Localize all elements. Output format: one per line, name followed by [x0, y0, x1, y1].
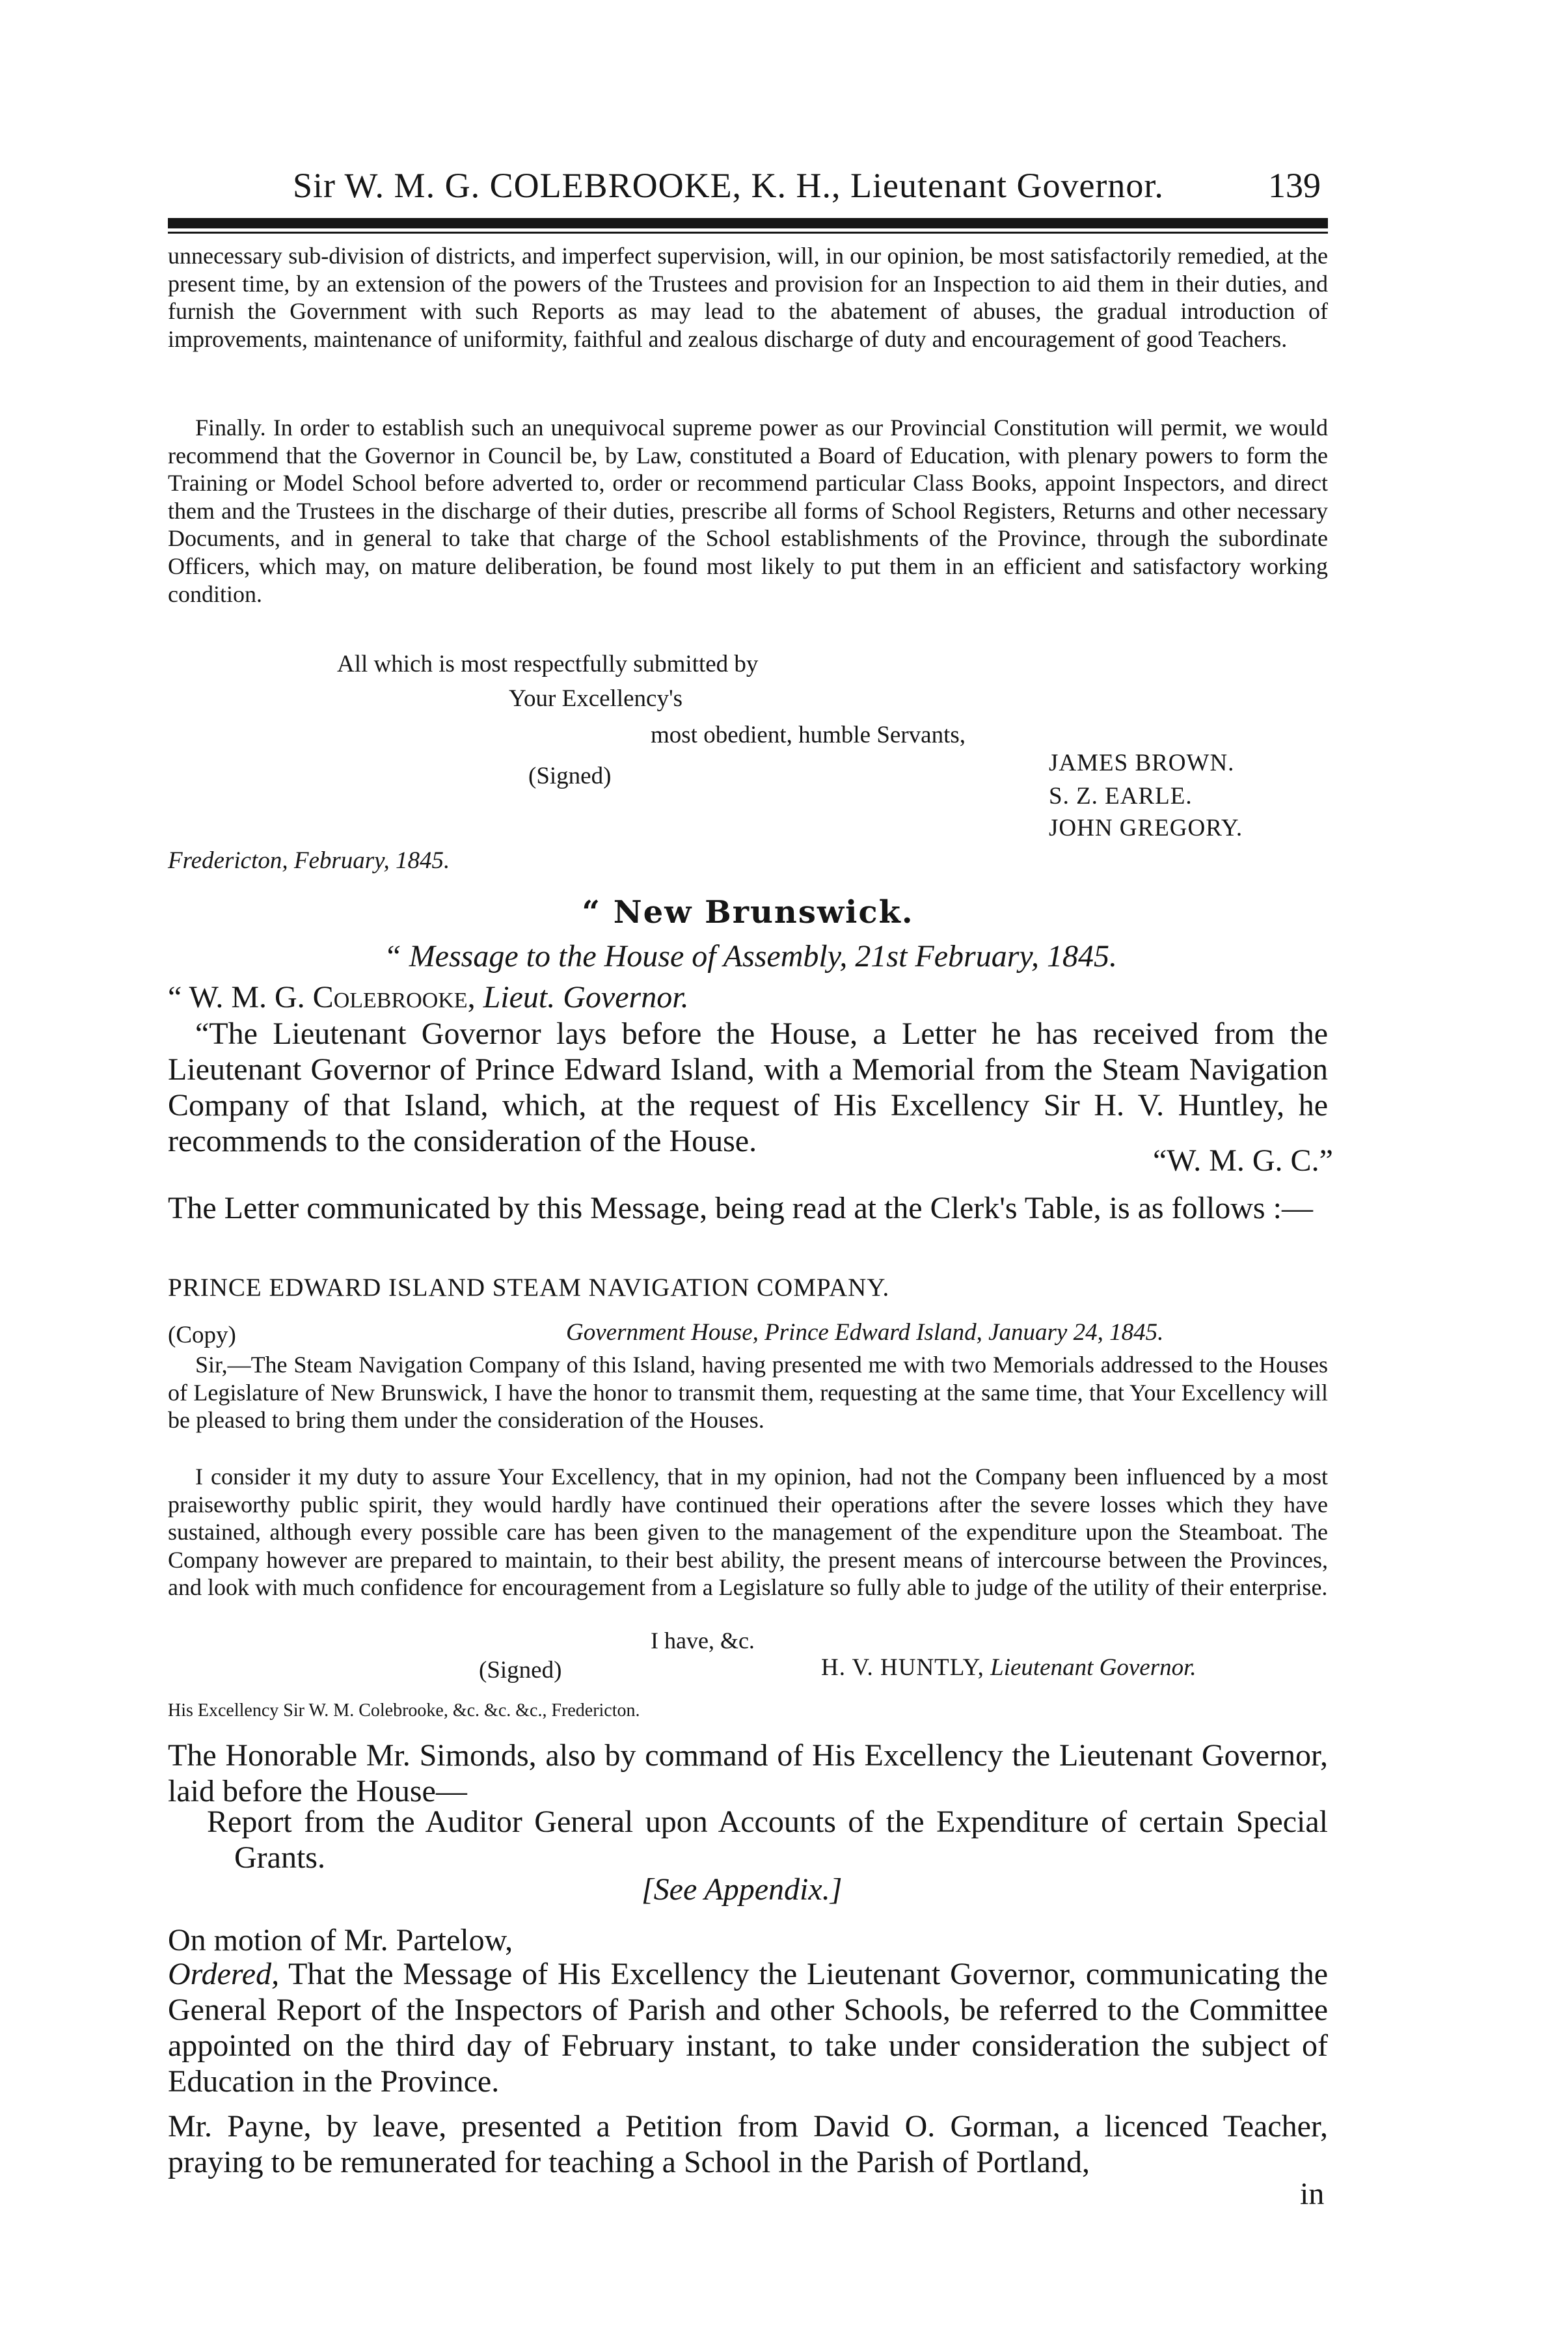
sender-title: Lieut. Governor. — [483, 980, 689, 1015]
sender-name: “ W. M. G. Colebrooke, — [168, 980, 476, 1015]
page-number: 139 — [1268, 166, 1321, 205]
letter-paragraph: Sir,—The Steam Navigation Company of this Island, having presented me with two Memorials addressed to the Houses of Legislature of New Brunswick, I have the honor to transmit them, requesting at the same time, that Your Excellency will be pleased to bring them under the consideration of the Houses. — [168, 1352, 1328, 1434]
see-appendix: [See Appendix.] — [642, 1872, 843, 1907]
report-paragraph: Finally. In order to establish such an unequivocal supreme power as our Provincial Constitution will permit, we would recommend that the Governor in Council be, by Law, constituted a Board of Education, with plenary powers to form the Training or Model School before adverted to, order or recommend particular Class Books, appoint Inspectors, and direct them and the Trustees in the discharge of their duties, prescribe all forms of School Registers, Returns and other necessary Documents, and in general to take that charge of the School establishments of the Province, through the subordinate Officers, which may, on mature deliberation, be found most likely to put them in an efficient and satisfactory working condition. — [168, 415, 1328, 607]
signatory-name: JOHN GREGORY. — [1049, 815, 1243, 841]
petition-paragraph: Mr. Payne, by leave, presented a Petition from David O. Gorman, a licenced Teacher, praying to be remunerated for teaching a School in the Parish of Portland, — [168, 2109, 1328, 2179]
signed-label: (Signed) — [528, 763, 612, 789]
letter-addressee: His Excellency Sir W. M. Colebrooke, &c. &c. &c., Fredericton. — [168, 1700, 640, 1721]
proceedings-paragraph: The Honorable Mr. Simonds, also by command of His Excellency the Lieutenant Governor, laid before the House— — [168, 1738, 1328, 1808]
letter-heading: PRINCE EDWARD ISLAND STEAM NAVIGATION COMPANY. — [168, 1274, 890, 1302]
copy-label: (Copy) — [168, 1322, 236, 1348]
place-date: Fredericton, February, 1845. — [168, 847, 450, 874]
closing-line: All which is most respectfully submitted by — [337, 651, 759, 677]
closing-line: most obedient, humble Servants, — [651, 722, 966, 748]
report-title: Report from the Auditor General upon Accounts of the Expenditure of certain Special Grants. — [207, 1805, 1328, 1875]
ordered-paragraph — [168, 1956, 1328, 2099]
letter-complimentary-close: I have, &c. — [651, 1628, 755, 1654]
header-rule — [168, 218, 1328, 228]
signer-title: Lieutenant Governor. — [990, 1654, 1196, 1681]
ordered-word: Ordered, — [168, 1957, 280, 1991]
letter-paragraph: I consider it my duty to assure Your Excellency, that in my opinion, had not the Company been influenced by a most praiseworthy public spirit, they would hardly have continued their operations after the severe losses which they have sustained, although every possible care has been given to the management of the expenditure upon the Steamboat. The Company however are prepared to maintain, to their best ability, the present means of intercourse between the Provinces, and look with much confidence for encouragement from a Legislature so fully able to judge of the utility of their enterprise. — [168, 1464, 1328, 1601]
signatory-name: S. Z. EARLE. — [1049, 783, 1193, 810]
section-heading: “ New Brunswick. — [582, 894, 914, 931]
running-head — [280, 163, 1327, 215]
letter-dateline: Government House, Prince Edward Island, January 24, 1845. — [566, 1319, 1164, 1346]
signed-label: (Signed) — [479, 1657, 562, 1684]
closing-line: Your Excellency's — [509, 685, 683, 712]
report-paragraph: unnecessary sub-division of districts, and imperfect supervision, will, in our opinion, be most satisfactorily remedied, at the present time, by an extension of the powers of the Trustees and provision for an Inspection to aid them in their duties, and furnish the Government with such Reports as may lead to the abatement of abuses, the gradual introduction of improvements, maintenance of uniformity, faithful and zealous discharge of duty and encouragement of good Teachers. — [168, 243, 1328, 352]
letter-signature — [821, 1654, 1196, 1681]
catchword: in — [1300, 2177, 1325, 2211]
message-sender — [168, 979, 689, 1015]
signer-name: H. V. HUNTLY, — [821, 1654, 984, 1681]
running-head-title: Sir W. M. G. COLEBROOKE, K. H., Lieutenant Governor. — [293, 166, 1164, 205]
message-body: “The Lieutenant Governor lays before the House, a Letter he has received from the Lieutenant Governor of Prince Edward Island, with a Memorial from the Steam Navigation Company of that Island, which, at the request of His Excellency Sir H. V. Huntley, he recommends to the consideration of the House. — [168, 1016, 1328, 1158]
header-rule-thin — [168, 232, 1328, 234]
letter-intro: The Letter communicated by this Message, being read at the Clerk's Table, is as follows :— — [168, 1191, 1313, 1225]
motion-line: On motion of Mr. Partelow, — [168, 1923, 513, 1957]
ordered-text: That the Message of His Excellency the Lieutenant Governor, communicating the General Report of the Inspectors of Parish and other Schools, be referred to the Committee appointed on the third day of February instant, to take under consideration the subject of Education in the Province. — [168, 1957, 1329, 2099]
message-subheading: “ Message to the House of Assembly, 21st February, 1845. — [384, 939, 1118, 974]
signatory-name: JAMES BROWN. — [1049, 750, 1235, 776]
message-initials: “W. M. G. C.” — [1153, 1143, 1333, 1178]
